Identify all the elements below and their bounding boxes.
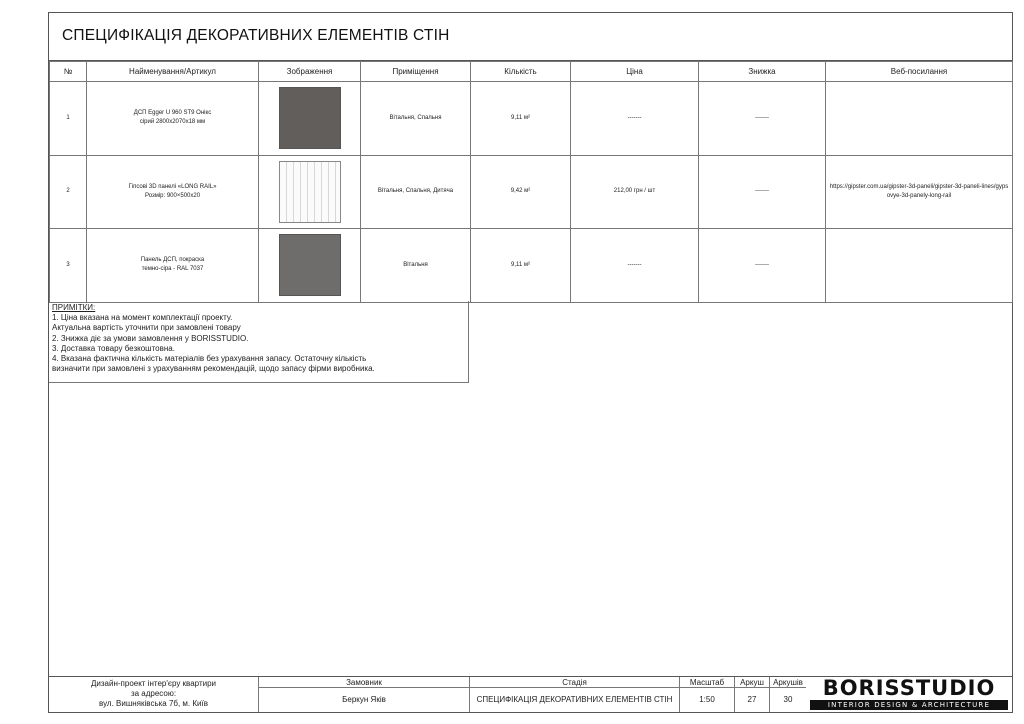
sheet-cell [735, 677, 770, 712]
notes-line: 2. Знижка діє за умови замовлення у BORISSTUDIO. [52, 333, 249, 343]
col-header-image: Зображення [259, 62, 361, 82]
stage-value: СПЕЦИФІКАЦІЯ ДЕКОРАТИВНИХ ЕЛЕМЕНТІВ СТІН [476, 695, 673, 704]
dark-grey-swatch-image [279, 87, 341, 149]
row-price: ------- [571, 82, 699, 156]
row-name-line1: Панель ДСП, покраска [140, 257, 205, 264]
notes-line: 4. Вказана фактична кількість матеріалів без урахування запасу. Остаточну кількість [52, 354, 367, 364]
row-discount: ------- [699, 82, 826, 156]
row-name [87, 155, 259, 229]
row-link [826, 82, 1013, 156]
sheets-cell [770, 677, 807, 712]
notes-title: ПРИМІТКИ: [52, 303, 96, 312]
table-row [50, 155, 1013, 229]
scale-cell [680, 677, 735, 712]
table-row [50, 229, 1013, 303]
col-header-price: Ціна [571, 62, 699, 82]
notes-line: визначити при замовлені з урахуванням рекомендацій, щодо запасу фірми виробника. [52, 364, 375, 374]
project-line2: за адресою: [130, 689, 177, 698]
row-name-line2: Розмір: 900×500х20 [144, 192, 201, 199]
row-qty: 9,11 м² [471, 229, 571, 303]
row-name-line2: темно-сіра - RAL 7037 [141, 266, 204, 273]
notes-line: Актуальна вартість уточнити при замовлені товару [52, 323, 241, 333]
row-room: Вітальня, Спальня [361, 82, 471, 156]
project-address [49, 677, 259, 712]
logo-sub-text: INTERIOR DESIGN & ARCHITECTURE [810, 700, 1008, 710]
sheets-value: 30 [783, 695, 793, 704]
studio-logo [806, 677, 1012, 712]
row-discount: ------- [699, 155, 826, 229]
row-name-line1: Гіпсові 3D панелі «LONG RAIL» [128, 183, 217, 190]
project-line1: Дизайн-проект інтер'єру квартири [90, 679, 216, 688]
client-label: Замовник [259, 677, 469, 688]
row-link[interactable]: https://gipster.com.ua/gipster-3d-paneli/gipster-3d-paneli-lines/gypsovye-3d-panely-long-rail [826, 155, 1013, 229]
row-name-line2: сірий 2800x2070x18 мм [139, 119, 206, 126]
page-title: СПЕЦИФІКАЦІЯ ДЕКОРАТИВНИХ ЕЛЕМЕНТІВ СТІН [62, 27, 450, 44]
client-cell [259, 677, 470, 712]
table-row [50, 82, 1013, 156]
row-image [259, 155, 361, 229]
notes-line: 1. Ціна вказана на момент комплектації проекту. [52, 313, 233, 323]
spec-table [49, 61, 1013, 303]
col-header-link: Веб-посилання [826, 62, 1013, 82]
scale-value: 1:50 [699, 695, 715, 704]
grey-swatch-image [279, 234, 341, 296]
row-num: 2 [50, 155, 87, 229]
row-room: Вітальня [361, 229, 471, 303]
row-name-line1: ДСП Egger U 960 ST9 Онікс [133, 110, 212, 117]
spec-sheet [48, 12, 1013, 713]
col-header-qty: Кількість [471, 62, 571, 82]
stage-label: Стадія [470, 677, 679, 688]
row-room: Вітальня, Спальня, Дитяча [361, 155, 471, 229]
title-block [49, 676, 1012, 712]
client-value: Беркун Яків [342, 695, 386, 704]
row-num: 3 [50, 229, 87, 303]
col-header-name: Найменування/Артикул [87, 62, 259, 82]
row-name [87, 82, 259, 156]
title-band [49, 13, 1012, 61]
row-image [259, 229, 361, 303]
col-header-discount: Знижка [699, 62, 826, 82]
row-price: 212,00 грн / шт [571, 155, 699, 229]
row-price: ------- [571, 229, 699, 303]
col-header-room: Приміщення [361, 62, 471, 82]
row-discount: ------- [699, 229, 826, 303]
notes-box [49, 301, 469, 383]
project-line3: вул. Вишняківська 7б, м. Київ [99, 699, 208, 708]
col-header-num: № [50, 62, 87, 82]
sheets-label: Аркушів [770, 677, 806, 688]
scale-label: Масштаб [680, 677, 734, 688]
table-header-row [50, 62, 1013, 82]
notes-line: 3. Доставка товару безкоштовна. [52, 343, 175, 353]
stage-cell [470, 677, 680, 712]
logo-main-text: BORISSTUDIO [822, 676, 996, 700]
row-image [259, 82, 361, 156]
sheet-value: 27 [747, 695, 757, 704]
row-num: 1 [50, 82, 87, 156]
row-link [826, 229, 1013, 303]
white-rail-panel-image [279, 161, 341, 223]
row-name [87, 229, 259, 303]
row-qty: 9,42 м² [471, 155, 571, 229]
row-qty: 9,11 м² [471, 82, 571, 156]
sheet-label: Аркуш [735, 677, 769, 688]
